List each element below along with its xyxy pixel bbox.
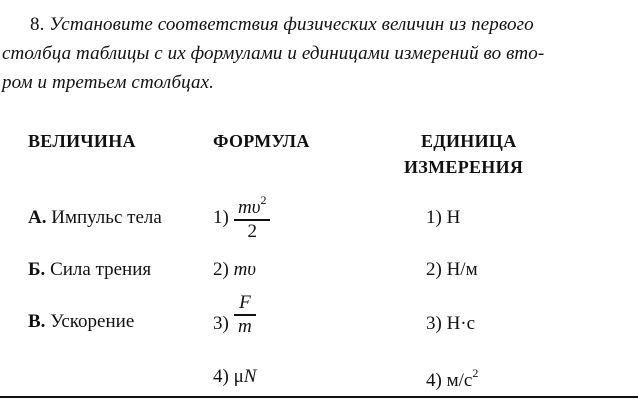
unit-power: 2 bbox=[472, 366, 479, 380]
formula-text: N bbox=[243, 366, 257, 387]
unit-index: 3) bbox=[426, 313, 442, 334]
formula-index: 4) bbox=[213, 366, 229, 387]
header-quantity: ВЕЛИЧИНА bbox=[28, 131, 136, 151]
unit-row-2 bbox=[426, 259, 478, 281]
task-number: 8. bbox=[30, 14, 45, 35]
formula-index-1: 1) bbox=[213, 207, 229, 228]
formula-index: 2) bbox=[213, 259, 229, 280]
formula-1-fraction bbox=[234, 189, 270, 243]
quantity-letter: Б. bbox=[28, 259, 46, 280]
formula-3-numerator: F bbox=[239, 292, 251, 313]
unit-text: Н/м bbox=[446, 259, 478, 280]
header-unit-line-1: ЕДИНИЦА bbox=[421, 131, 517, 151]
header-formula: ФОРМУЛА bbox=[213, 131, 310, 151]
quantity-row-v bbox=[28, 311, 134, 333]
quantity-name: Ускорение bbox=[50, 311, 135, 332]
task-text-line-2: столбца таблицы с их формулами и единицами измерений во вто- bbox=[2, 43, 545, 64]
task-line-1 bbox=[30, 14, 534, 36]
unit-row-3 bbox=[426, 313, 475, 335]
formula-1-numerator: $m\upsilon^2$ bbox=[238, 193, 267, 218]
unit-row-4 bbox=[426, 366, 478, 392]
formula-3-denominator: m bbox=[238, 315, 252, 337]
formula-1-denominator: 2 bbox=[247, 220, 257, 242]
unit-text: Н bbox=[446, 207, 461, 228]
formula-1-power: 2 bbox=[260, 193, 267, 207]
quantity-name: Импульс тела bbox=[51, 207, 162, 228]
header-unit-line-2: ИЗМЕРЕНИЯ bbox=[404, 157, 524, 177]
quantity-letter: В. bbox=[28, 311, 46, 332]
formula-text: mυ bbox=[233, 259, 257, 280]
unit-index: 1) bbox=[426, 207, 442, 228]
unit-index: 4) bbox=[426, 370, 442, 391]
formula-prefix: μ bbox=[233, 366, 244, 387]
quantity-name: Сила трения bbox=[50, 259, 152, 280]
formula-row-2 bbox=[213, 259, 256, 281]
quantity-letter: А. bbox=[28, 207, 47, 228]
unit-text: м/с bbox=[446, 370, 473, 391]
quantity-row-b bbox=[28, 259, 151, 281]
bottom-rule bbox=[0, 396, 638, 398]
formula-index-3: 3) bbox=[213, 313, 229, 334]
unit-row-1 bbox=[426, 207, 460, 229]
task-text-line-1: Установите соответствия физических величин из первого bbox=[49, 14, 534, 35]
formula-row-4 bbox=[213, 366, 256, 388]
formula-3-fraction bbox=[234, 292, 256, 338]
unit-index: 2) bbox=[426, 259, 442, 280]
unit-text: Н·с bbox=[446, 313, 476, 334]
task-text-line-3: ром и третьем столбцах. bbox=[2, 72, 214, 93]
quantity-row-a bbox=[28, 207, 162, 229]
